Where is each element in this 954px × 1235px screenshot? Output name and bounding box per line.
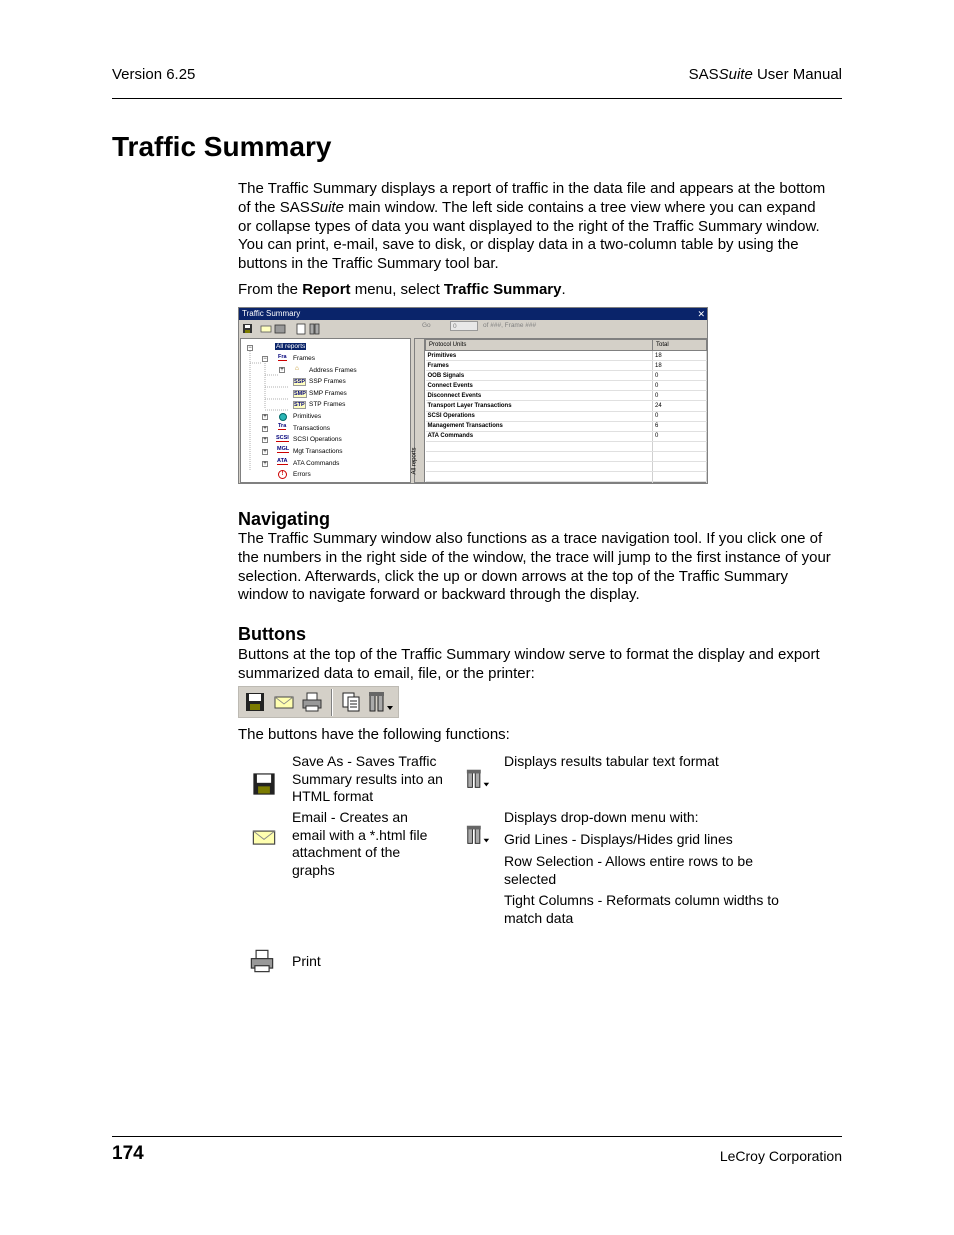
expand-icon[interactable]: + [263, 449, 267, 455]
window-toolbar [239, 320, 707, 337]
tree-node-smp-frames[interactable]: SMP Frames [309, 390, 347, 397]
print-description: Print [292, 953, 321, 969]
tabular-text-icon[interactable] [340, 691, 362, 713]
table-row-empty [426, 472, 707, 482]
collapse-icon[interactable]: − [263, 356, 267, 362]
print-icon [249, 948, 275, 974]
table-row[interactable]: SCSI Operations 0 [426, 411, 707, 421]
summary-table [425, 339, 707, 484]
report-tree[interactable] [240, 338, 411, 483]
header-version: Version 6.25 [112, 66, 196, 83]
buttons-toolbar [238, 686, 399, 718]
ssp-icon: SSP [294, 379, 306, 385]
page-number: 174 [112, 1143, 144, 1164]
footer-rule [112, 1136, 842, 1137]
traffic-summary-window [238, 307, 708, 484]
table-row[interactable]: Frames 18 [426, 361, 707, 371]
ata-icon: ATA [277, 458, 288, 464]
errors-icon: ! [278, 470, 287, 479]
functions-intro: The buttons have the following functions: [238, 726, 510, 743]
expand-icon[interactable]: + [263, 461, 267, 467]
expand-icon[interactable]: + [263, 437, 267, 443]
format-dropdown-icon[interactable] [367, 691, 395, 713]
stp-icon: STP [294, 402, 305, 408]
table-header [426, 340, 707, 351]
tree-node-primitives[interactable]: Primitives [293, 413, 322, 420]
smp-icon: SMP [294, 391, 306, 397]
toolbar-separator [331, 689, 333, 716]
grid-lines-description: Grid Lines - Displays/Hides grid lines [504, 831, 733, 847]
footer-company: LeCroy Corporation [719, 1148, 842, 1164]
tight-columns-description: Tight Columns - Reformats column widths to match data [504, 892, 779, 926]
tree-node-transactions[interactable]: Transactions [293, 425, 330, 432]
scsi-icon: SCSI [276, 435, 289, 441]
row-selection-description: Row Selection - Allows entire rows to be selected [504, 853, 753, 887]
expand-icon[interactable]: + [280, 367, 284, 373]
primitives-icon [279, 413, 287, 421]
save-description: Save As - Saves Traffic Summary results into an HTML format [292, 753, 443, 804]
tree-node-scsi-operations[interactable]: SCSI Operations [293, 436, 342, 443]
tree-node-address-frames[interactable]: Address Frames [309, 367, 357, 374]
column-header-protocol-units[interactable]: Protocol Units [426, 340, 653, 351]
address-frames-icon: ⌂ [295, 365, 299, 372]
table-row-empty [426, 441, 707, 451]
table-row-empty [426, 462, 707, 472]
buttons-paragraph: Buttons at the top of the Traffic Summary window serve to format the display and export summarized data to email, file, or the printer: [238, 646, 820, 682]
table-row-empty [426, 451, 707, 461]
column-header-total[interactable]: Total [653, 340, 707, 351]
collapse-icon[interactable]: − [248, 345, 252, 351]
table-row[interactable]: Management Transactions 6 [426, 421, 707, 431]
tabular-text-icon [465, 766, 491, 792]
table-row[interactable]: Connect Events 0 [426, 381, 707, 391]
intro-paragraph: The Traffic Summary displays a report of traffic in the data file and appears at the bottom of the SASSuite main window. The left side contains a tree view where you can expand or collapse types of data you want displayed to the right of the Traffic Summary window. You can print, e-mail, save to disk, or display data in a two-column table by using the buttons in the Traffic Summary tool bar. [238, 180, 826, 273]
tree-node-mgt-transactions[interactable]: Mgt Transactions [293, 448, 343, 455]
expand-icon[interactable]: + [263, 414, 267, 420]
close-icon[interactable]: ✕ [697, 309, 705, 319]
page-title: Traffic Summary [112, 131, 332, 162]
tree-node-ssp-frames[interactable]: SSP Frames [309, 378, 346, 385]
email-icon [251, 824, 277, 850]
header-rule [112, 98, 842, 99]
save-icon [251, 771, 277, 797]
table-row[interactable]: ATA Commands 0 [426, 431, 707, 441]
vertical-tab-all-reports[interactable]: All reports [415, 339, 425, 482]
save-icon[interactable] [244, 691, 266, 713]
tree-node-ata-commands[interactable]: ATA Commands [293, 460, 340, 467]
goto-input[interactable]: 0 [450, 321, 478, 331]
email-icon[interactable] [273, 691, 295, 713]
navigating-heading: Navigating [238, 509, 331, 529]
table-row[interactable]: Transport Layer Transactions 24 [426, 401, 707, 411]
frames-icon: Fra [278, 354, 287, 360]
goto-label: Go [422, 322, 431, 329]
table-row[interactable]: Primitives 18 [426, 351, 707, 361]
transactions-icon: Tra [278, 423, 287, 429]
tabular-description: Displays results tabular text format [504, 753, 719, 769]
tree-node-errors[interactable]: Errors [293, 471, 311, 478]
table-row-empty [426, 482, 707, 484]
table-row[interactable]: OOB Signals 0 [426, 371, 707, 381]
tree-lines [241, 339, 301, 482]
buttons-heading: Buttons [238, 624, 306, 644]
expand-icon[interactable]: + [263, 426, 267, 432]
header-manual-title: SASSuite User Manual [688, 66, 842, 83]
summary-table-panel [411, 338, 707, 483]
email-description: Email - Creates an email with a *.html file attachment of the graphs [292, 809, 428, 878]
window-title-bar: Traffic Summary ✕ [239, 308, 707, 320]
menu-instruction: From the Report menu, select Traffic Summary. [238, 281, 566, 298]
print-icon[interactable] [301, 691, 323, 713]
goto-suffix: of ###, Frame ### [483, 322, 537, 329]
tree-node-stp-frames[interactable]: STP Frames [309, 401, 346, 408]
mgt-icon: MGL [277, 446, 290, 452]
table-row[interactable]: Disconnect Events 0 [426, 391, 707, 401]
toolbar-icons[interactable] [242, 323, 322, 335]
navigating-paragraph: The Traffic Summary window also functions as a trace navigation tool. If you click one of the numbers in the right side of the window, the trace will jump to the first instance of your selection. Afterwards, click the up or down arrows at the top of the Traffic Summary window to navigate forward or backward through the display. [238, 530, 831, 604]
format-dropdown-icon [465, 822, 491, 848]
dropdown-intro: Displays drop-down menu with: [504, 809, 699, 825]
tree-node-frames[interactable]: Frames [293, 355, 316, 362]
tree-node-all-reports[interactable]: All reports [276, 343, 306, 350]
